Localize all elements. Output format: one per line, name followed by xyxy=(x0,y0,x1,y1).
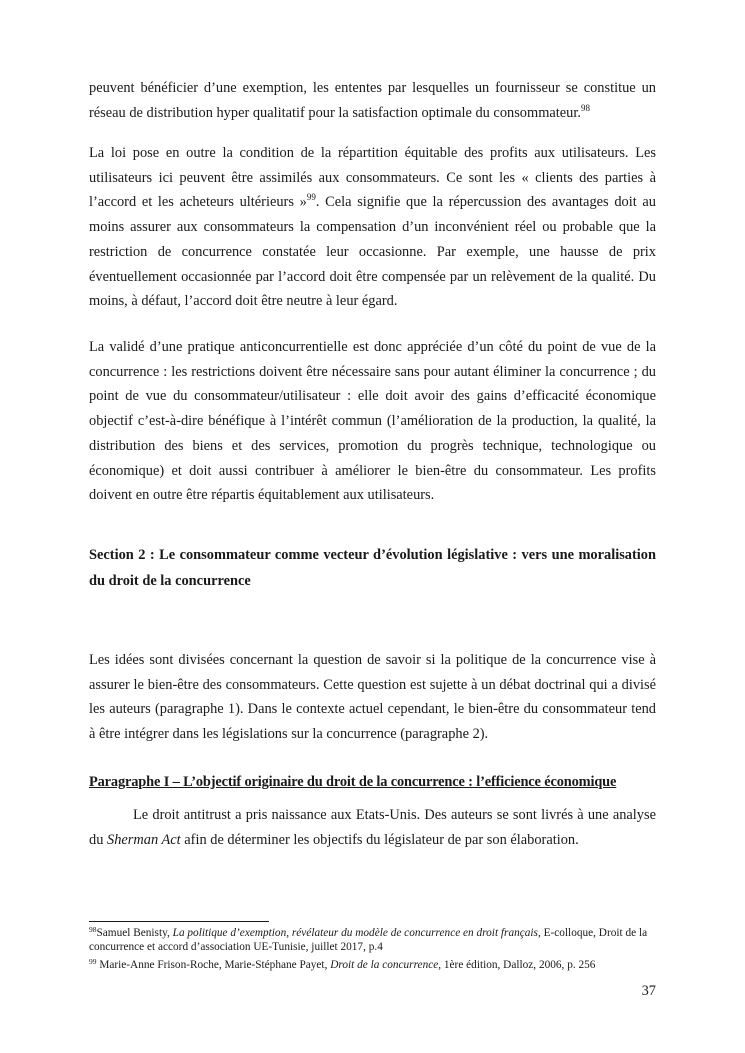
paragraph-text: La loi pose en outre la condition de la répartition équitable des profits aux utilisateurs. Les utilisateurs ici peuvent être assimilés aux consommateurs. Ce sont les « clients des parties à l’accord et les acheteurs ultérieurs » xyxy=(89,145,656,211)
section-heading: Section 2 : Le consommateur comme vecteur d’évolution législative : vers une moralisation du droit de la concurrence xyxy=(89,547,656,589)
footnote-number: 98 xyxy=(89,925,97,934)
footnote-98 xyxy=(89,927,656,954)
paragraph-text: La validé d’une pratique anticoncurrentielle est donc appréciée d’un côté du point de vue de la concurrence : les restrictions doivent être nécessaire sans pour autant éliminer la concurrence ; du point de vue du consommateur/utilisateur : elle doit avoir des gains d’efficacité économique objectif c’est-à-dire bénéfique à l’intérêt commun (l’amélioration de la production, la qualité, la distribution des biens et des services, promotion du progrès technique, technologique ou économique) et doit aussi contribuer à améliorer le bien-être du consommateur. Les profits doivent en outre être répartis équitablement aux utilisateurs. xyxy=(89,339,656,504)
footnote-title: Droit de la concurrence xyxy=(330,959,439,971)
footnote-details: , 1ère édition, Dalloz, 2006, p. 256 xyxy=(438,959,596,971)
footnote-details: , E-colloque, Droit de la concurrence et accord d’association UE-Tunisie, juillet 2017, p.4 xyxy=(89,927,648,953)
paragraph-text: Les idées sont divisées concernant la question de savoir si la politique de la concurrence vise à assurer le bien-être des consommateurs. Cette question est sujette à un débat doctrinal qui a divisé les auteurs (paragraphe 1). Dans le contexte actuel cependant, le bien-être du consommateur tend à être intégrer dans les législations sur la concurrence (paragraphe 2). xyxy=(89,652,656,743)
body-paragraph-3 xyxy=(89,335,656,508)
footnote-author: Marie-Anne Frison-Roche, Marie-Stéphane Payet, xyxy=(96,959,331,971)
footnote-title: La politique d’exemption, révélateur du modèle de concurrence en droit français xyxy=(172,927,538,939)
paragraph-text: Le droit antitrust a pris naissance aux Etats-Unis. Des auteurs se sont livrés à une analyse du xyxy=(89,807,656,848)
page-number: 37 xyxy=(641,983,656,999)
body-paragraph-4 xyxy=(89,648,656,747)
body-paragraph-5 xyxy=(89,803,656,852)
footnote-author: Samuel Benisty, xyxy=(96,927,173,939)
italic-act-name: Sherman Act xyxy=(107,831,181,848)
body-paragraph-2 xyxy=(89,141,656,314)
paragraph-text: afin de déterminer les objectifs du législateur de par son élaboration. xyxy=(180,831,579,848)
footnote-separator xyxy=(89,921,269,922)
paragraph-heading: Paragraphe I – L’objectif originaire du droit de la concurrence : l’efficience économique xyxy=(89,774,617,790)
footnote-99 xyxy=(89,959,656,973)
paragraph-text: peuvent bénéficier d’une exemption, les ententes par lesquelles un fournisseur se constitue un réseau de distribution hyper qualitatif pour la satisfaction optimale du consommateur. xyxy=(89,80,656,121)
paragraph-text: . Cela signifie que la répercussion des avantages doit au moins assurer aux consommateurs la compensation d’un inconvénient réel ou probable que la restriction de concurrence constatée leur occasionne. Par exemple, une hausse de prix éventuellement occasionnée par l’accord doit être compensée par un relèvement de la qualité. Du moins, à défaut, l’accord doit être neutre à leur égard. xyxy=(89,194,656,310)
footnote-number: 99 xyxy=(89,957,97,966)
body-paragraph-1 xyxy=(89,76,656,125)
footnote-ref-99[interactable]: 99 xyxy=(306,192,316,203)
footnote-ref-98[interactable]: 98 xyxy=(580,102,590,113)
